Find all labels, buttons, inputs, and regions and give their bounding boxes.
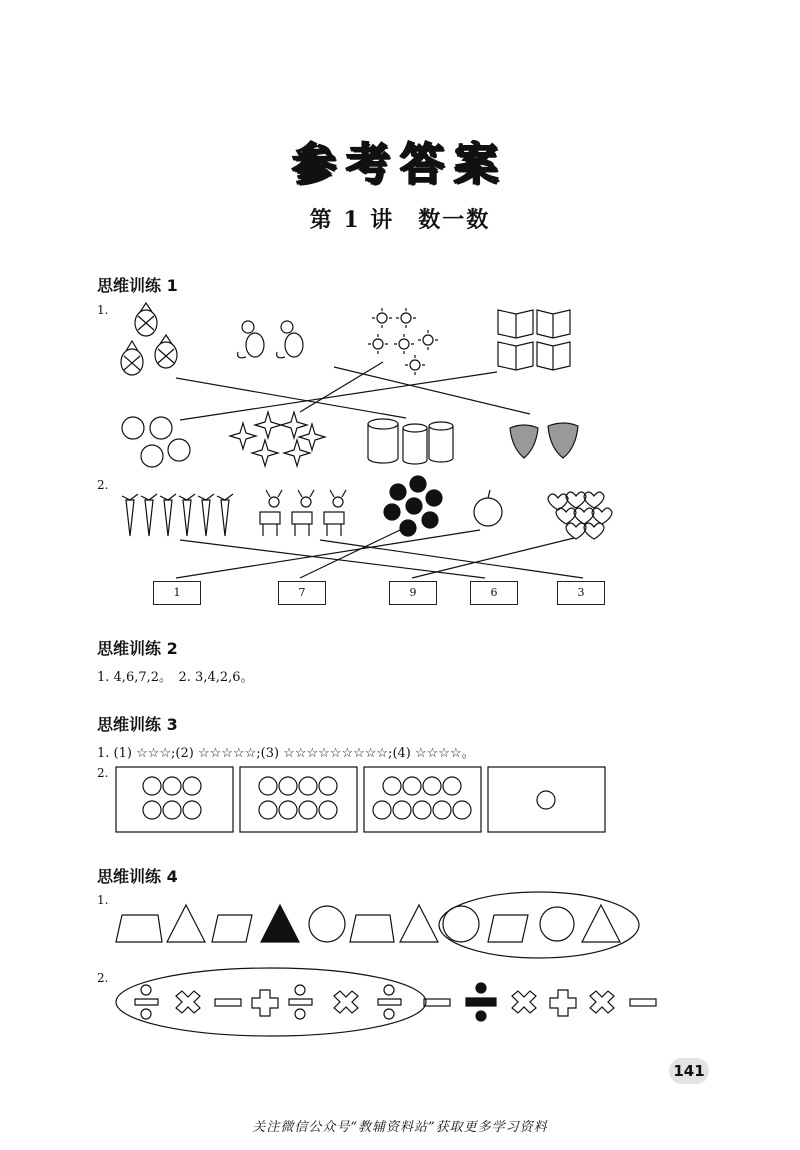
mouse-icon bbox=[238, 321, 303, 358]
answer-box: 3 bbox=[557, 581, 605, 605]
star-icon bbox=[230, 412, 325, 466]
s1-q1-label: 1. bbox=[97, 303, 109, 317]
shape-sequence-q1 bbox=[116, 892, 639, 958]
matching-lines-q2 bbox=[176, 530, 583, 578]
answer-box: 7 bbox=[278, 581, 326, 605]
page-title: 参考答案 bbox=[292, 139, 508, 190]
answer-box: 1 bbox=[153, 581, 201, 605]
s3-q2-label: 2. bbox=[97, 766, 109, 780]
carrot-icon bbox=[122, 494, 233, 536]
pineapple-icon bbox=[121, 303, 177, 375]
answer-box: 9 bbox=[389, 581, 437, 605]
symbol-sequence-q2 bbox=[116, 968, 656, 1036]
section-heading-4: 思维训练 4 bbox=[97, 867, 178, 886]
cylinder-icon bbox=[368, 419, 453, 464]
footer-note: 关注微信公众号“教辅资料站”获取更多学习资料 bbox=[252, 1120, 548, 1135]
book-icon bbox=[498, 310, 570, 370]
money-bag-icon bbox=[384, 476, 442, 536]
section-heading-2: 思维训练 2 bbox=[97, 639, 178, 658]
section-heading-1: 思维训练 1 bbox=[97, 276, 178, 295]
lesson-title: 第 1 讲 数一数 bbox=[309, 207, 491, 233]
tomato-icon bbox=[122, 417, 190, 467]
circle-box-group bbox=[116, 767, 605, 832]
answer-box: 6 bbox=[470, 581, 518, 605]
apple-icon bbox=[474, 490, 502, 526]
s1-q2-label: 2. bbox=[97, 478, 109, 492]
sun-icon bbox=[368, 308, 438, 375]
heart-icon bbox=[548, 492, 612, 539]
section-heading-3: 思维训练 3 bbox=[97, 715, 178, 734]
s2-answer: 1. 4,6,7,2。 2. 3,4,2,6。 bbox=[97, 670, 254, 685]
matching-lines-q1 bbox=[176, 362, 530, 420]
page-number: 141 bbox=[669, 1058, 709, 1084]
s4-q2-label: 2. bbox=[97, 971, 109, 985]
deer-icon bbox=[260, 490, 346, 536]
s3-q1-answer: 1. (1) ☆☆☆;(2) ☆☆☆☆☆;(3) ☆☆☆☆☆☆☆☆☆;(4) ☆☆☆☆。 bbox=[97, 746, 475, 761]
s4-q1-label: 1. bbox=[97, 893, 109, 907]
strawberry-icon bbox=[510, 423, 578, 458]
